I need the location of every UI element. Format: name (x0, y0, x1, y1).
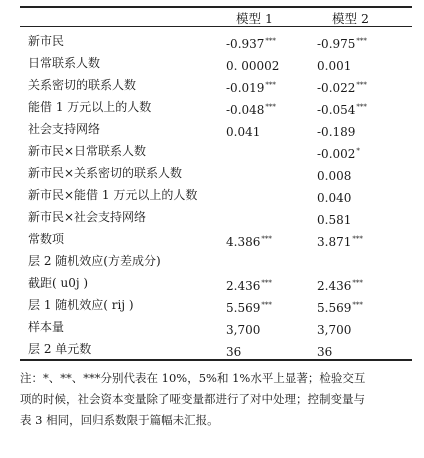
coefficient: -0.002 (317, 147, 356, 161)
significance-stars: *** (352, 301, 363, 309)
table-row (20, 118, 412, 141)
significance-stars: *** (261, 235, 272, 243)
coefficient: 2.436 (317, 279, 352, 293)
table-bottom-rule (20, 359, 412, 361)
note-line-1: 注：*、**、***分别代表在 10%，5%和 1%水平上显著；检验交互 (20, 371, 366, 385)
note-line-3: 表 3 相同，回归系数限于篇幅未汇报。 (20, 413, 219, 427)
table-row (20, 206, 412, 229)
row-label: 截距( u0j ) (28, 276, 89, 290)
table-row (20, 30, 412, 53)
coefficient: 0.041 (226, 125, 261, 139)
row-label: 层 2 单元数 (28, 342, 92, 356)
table-row (20, 250, 412, 273)
table-row (20, 162, 412, 185)
coefficient: -0.022 (317, 81, 356, 95)
coefficient: 2.436 (226, 279, 261, 293)
coefficient: 0. 00002 (226, 59, 280, 73)
table-row (20, 74, 412, 97)
table-row (20, 228, 412, 251)
coefficient: 3,700 (317, 323, 352, 337)
row-label: 关系密切的联系人数 (28, 78, 137, 92)
table-row (20, 96, 412, 119)
coefficient: 0.040 (317, 191, 352, 205)
significance-stars: *** (356, 37, 367, 45)
table-row (20, 140, 412, 163)
significance-stars: *** (352, 235, 363, 243)
row-label: 社会支持网络 (28, 122, 101, 136)
row-label: 能借 1 万元以上的人数 (28, 100, 152, 114)
significance-stars: *** (356, 103, 367, 111)
row-label: 常数项 (28, 232, 65, 246)
coefficient: -0.054 (317, 103, 356, 117)
coefficient: -0.975 (317, 37, 356, 51)
header-model-1: 模型 1 (236, 11, 273, 26)
row-label: 新市民×日常联系人数 (28, 144, 147, 158)
table-row (20, 184, 412, 207)
significance-stars: *** (265, 103, 276, 111)
coefficient: 5.569 (226, 301, 261, 315)
note-line-2: 项的时候，社会资本变量除了哑变量都进行了对中处理；控制变量与 (20, 392, 365, 406)
coefficient: 0.008 (317, 169, 352, 183)
table-note (20, 368, 412, 431)
significance-stars: *** (356, 81, 367, 89)
row-label: 新市民 (28, 34, 65, 48)
significance-stars: *** (265, 37, 276, 45)
table-row (20, 272, 412, 295)
row-label: 新市民×能借 1 万元以上的人数 (28, 188, 198, 202)
coefficient: 5.569 (317, 301, 352, 315)
coefficient: 0.581 (317, 213, 352, 227)
coefficient: 4.386 (226, 235, 261, 249)
significance-stars: *** (261, 301, 272, 309)
coefficient: 0.001 (317, 59, 352, 73)
significance-stars: *** (261, 279, 272, 287)
significance-stars: *** (265, 81, 276, 89)
table-row (20, 294, 412, 317)
coefficient: -0.937 (226, 37, 265, 51)
significance-stars: *** (352, 279, 363, 287)
coefficient: -0.048 (226, 103, 265, 117)
row-label: 新市民×关系密切的联系人数 (28, 166, 183, 180)
row-label: 新市民×社会支持网络 (28, 210, 147, 224)
coefficient: 3,700 (226, 323, 261, 337)
table-top-rule (20, 6, 412, 8)
coefficient: 36 (317, 345, 333, 359)
row-label: 日常联系人数 (28, 56, 101, 70)
coefficient: 36 (226, 345, 242, 359)
row-label: 样本量 (28, 320, 65, 334)
row-label: 层 1 随机效应( rij ) (28, 298, 134, 312)
table-row (20, 338, 412, 361)
row-label: 层 2 随机效应(方差成分) (28, 254, 161, 268)
table-row (20, 316, 412, 339)
coefficient: 3.871 (317, 235, 352, 249)
significance-stars: * (356, 147, 360, 155)
coefficient: -0.019 (226, 81, 265, 95)
coefficient: -0.189 (317, 125, 356, 139)
header-model-2: 模型 2 (332, 11, 369, 26)
table-header-rule (20, 26, 412, 27)
table-row (20, 52, 412, 75)
